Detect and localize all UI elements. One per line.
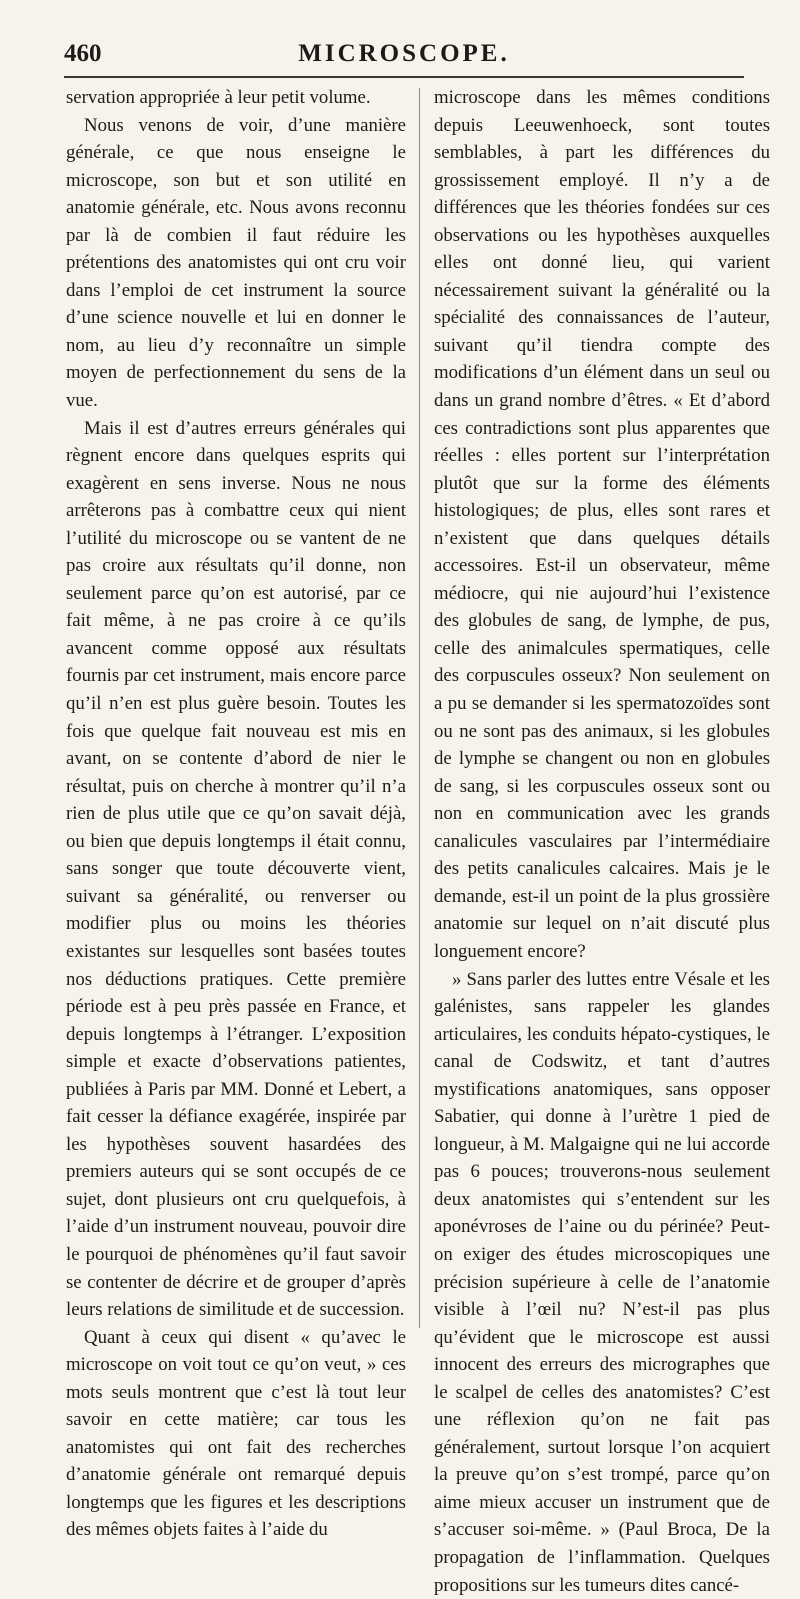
- paragraph: servation appropriée à leur petit volume.: [66, 84, 406, 112]
- paragraph: Nous venons de voir, d’une manière générale, ce que nous enseigne le microscope, son but et son utilité en anatomie générale, etc. Nous avons reconnu par là de combien il faut réduire les prétentions des anatomistes qui ont cru voir dans l’emploi de cet instrument la source d’une science nouvelle et lui en donner le nom, au lieu d’y reconnaître un simple moyen de perfectionnement du sens de la vue.: [66, 112, 406, 415]
- page-number: 460: [64, 40, 112, 68]
- header-rule: [64, 76, 744, 78]
- left-column: [66, 84, 406, 1544]
- paragraph: Mais il est d’autres erreurs générales qui règnent encore dans quelques esprits qui exagèrent en sens inverse. Nous ne nous arrêterons pas à combattre ceux qui nient l’utilité du microscope ou se vantent de ne pas croire aux résultats qu’il donne, non seulement parce qu’on est autorisé, par ce fait même, à ne pas croire à ce qu’ils avancent comme opposé aux résultats fournis par cet instrument, mais encore parce qu’il n’en est plus guère besoin. Toutes les fois que quelque fait nouveau est mis en avant, on se contente d’abord de nier le résultat, puis on cherche à montrer qu’il n’a rien de plus utile que ce qu’on savait déjà, ou bien que depuis longtemps il était connu, sans songer que toute découverte vient, suivant sa généralité, ou renverser ou modifier plus ou moins les théories existantes sur lesquelles sont basées toutes nos déductions pratiques. Cette première période est à peu près passée en France, et depuis longtemps à l’étranger. L’exposition simple et exacte d’observations patientes, publiées à Paris par MM. Donné et Lebert, a fait cesser la défiance exagérée, inspirée par les hypothèses souvent hasardées des premiers auteurs qui se sont occupés de ce sujet, dont plusieurs ont cru quelquefois, à l’aide d’un instrument nouveau, pouvoir dire le pourquoi de phénomènes qu’il faut savoir se contenter de décrire et de grouper d’après leurs relations de similitude et de succession.: [66, 415, 406, 1324]
- paragraph: » Sans parler des luttes entre Vésale et les galénistes, sans rappeler les glandes articulaires, les conduits hépato-cystiques, le canal de Codswitz, et tant d’autres mystifications anatomiques, sans opposer Sabatier, qui donne à l’urètre 1 pied de longueur, à M. Malgaigne qui ne lui accorde pas 6 pouces; trouverons-nous seulement deux anatomistes qui s’entendent sur les aponévroses de l’aine ou du périnée? Peut-on exiger des études microscopiques une précision supérieure à celle de l’anatomie visible à l’œil nu? N’est-il pas plus qu’évident que le microscope est aussi innocent des erreurs des micrographes que le scalpel de celles des anatomistes? C’est une réflexion qu’on ne fait pas généralement, surtout lorsque l’on acquiert la preuve qu’on s’est trompé, parce qu’on aime mieux accuser un instrument que de s’accuser soi-même. » (Paul Broca, De la propagation de l’inflammation. Quelques propositions sur les tumeurs dites cancé-: [434, 966, 770, 1599]
- page-header: [64, 24, 744, 68]
- right-column: [434, 84, 770, 1599]
- paragraph: Quant à ceux qui disent « qu’avec le microscope on voit tout ce qu’on veut, » ces mots seuls montrent que c’est là tout leur savoir en cette matière; car tous les anatomistes qui ont fait des recherches d’anatomie générale ont remarqué depuis longtemps que les figures et les descriptions des mêmes objets faites à l’aide du: [66, 1324, 406, 1544]
- column-divider: [419, 88, 420, 1328]
- running-title: MICROSCOPE.: [112, 40, 696, 68]
- paragraph: microscope dans les mêmes conditions depuis Leeuwenhoeck, sont toutes semblables, à part les différences du grossissement employé. Il n’y a de différences que les théories fondées sur ces observations ou les hypothèses auxquelles elles ont donné lieu, qui varient nécessairement suivant la généralité ou la spécialité des connaissances de l’auteur, suivant qu’il tiendra compte des modifications d’un élément dans un seul ou dans un grand nombre d’êtres. « Et d’abord ces contradictions sont plus apparentes que réelles : elles portent sur l’interprétation plutôt que sur la forme des éléments histologiques; de plus, elles sont rares et n’existent que dans quelques détails accessoires. Est-il un observateur, même médiocre, qui nie aujourd’hui l’existence des globules de sang, de lymphe, de pus, celle des animalcules spermatiques, celle des corpuscules osseux? Non seulement on a pu se demander si les spermatozoïdes sont ou ne sont pas des animaux, si les globules de lymphe se changent ou non en globules de sang, si les corpuscules osseux sont ou non en communication avec les grands canalicules vasculaires par l’intermédiaire des petits canalicules calcaires. Mais je le demande, est-il un point de la plus grossière anatomie sur lequel on n’ait discuté plus longuement encore?: [434, 84, 770, 966]
